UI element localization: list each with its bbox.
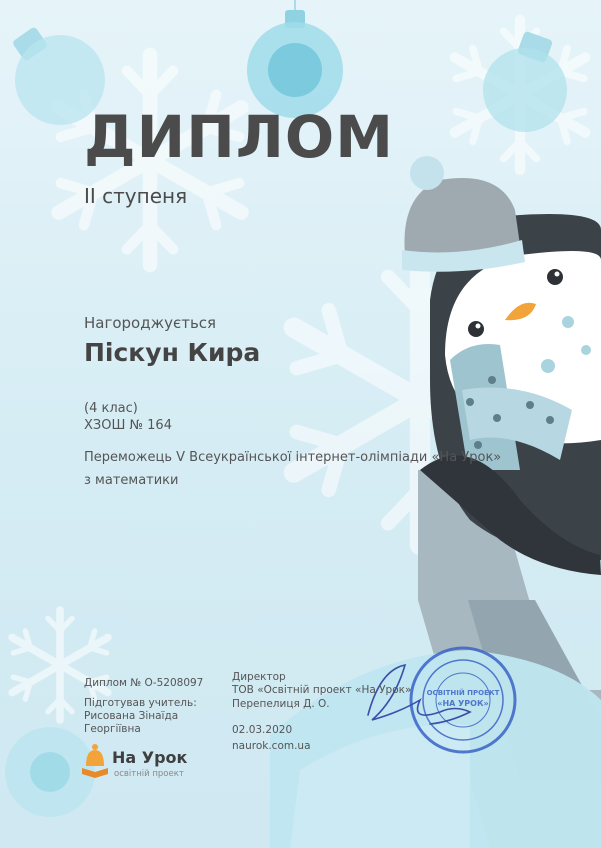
director-label: Директор bbox=[232, 671, 286, 683]
teacher-label: Підготував учитель: bbox=[84, 697, 197, 709]
svg-text:«НА УРОК»: «НА УРОК» bbox=[437, 699, 489, 708]
director-name: Перепелиця Д. О. bbox=[232, 698, 330, 710]
subject-text: з математики bbox=[84, 473, 179, 488]
diploma-number: Диплом № О-5208097 bbox=[84, 677, 204, 689]
ornament-ball-right bbox=[483, 31, 567, 132]
svg-text:ОСВІТНІЙ ПРОЕКТ: ОСВІТНІЙ ПРОЕКТ bbox=[426, 689, 500, 697]
achievement-text: Переможець V Всеукраїнської інтернет-олімпіади «На Урок» bbox=[84, 450, 502, 465]
recipient-name: Піскун Кира bbox=[84, 338, 261, 367]
issue-date: 02.03.2020 bbox=[232, 724, 293, 736]
website-link[interactable]: naurok.com.ua bbox=[232, 740, 311, 752]
naurok-logo[interactable] bbox=[80, 742, 200, 782]
bell-book-icon bbox=[80, 744, 110, 778]
awarded-label: Нагороджується bbox=[84, 314, 217, 332]
diploma-degree: ІІ ступеня bbox=[84, 184, 188, 208]
logo-subtitle: освітній проект bbox=[114, 769, 184, 779]
director-organization: ТОВ «Освітній проект «На Урок» bbox=[232, 684, 412, 696]
diploma-title: ДИПЛОМ bbox=[84, 103, 394, 171]
logo-name: На Урок bbox=[112, 748, 188, 767]
ornament-ball-top bbox=[247, 0, 343, 118]
teacher-name-line1: Рисована Зінаїда bbox=[84, 710, 179, 722]
teacher-name-line2: Георгіївна bbox=[84, 723, 141, 735]
recipient-school: ХЗОШ № 164 bbox=[84, 418, 172, 433]
recipient-grade: (4 клас) bbox=[84, 401, 138, 416]
